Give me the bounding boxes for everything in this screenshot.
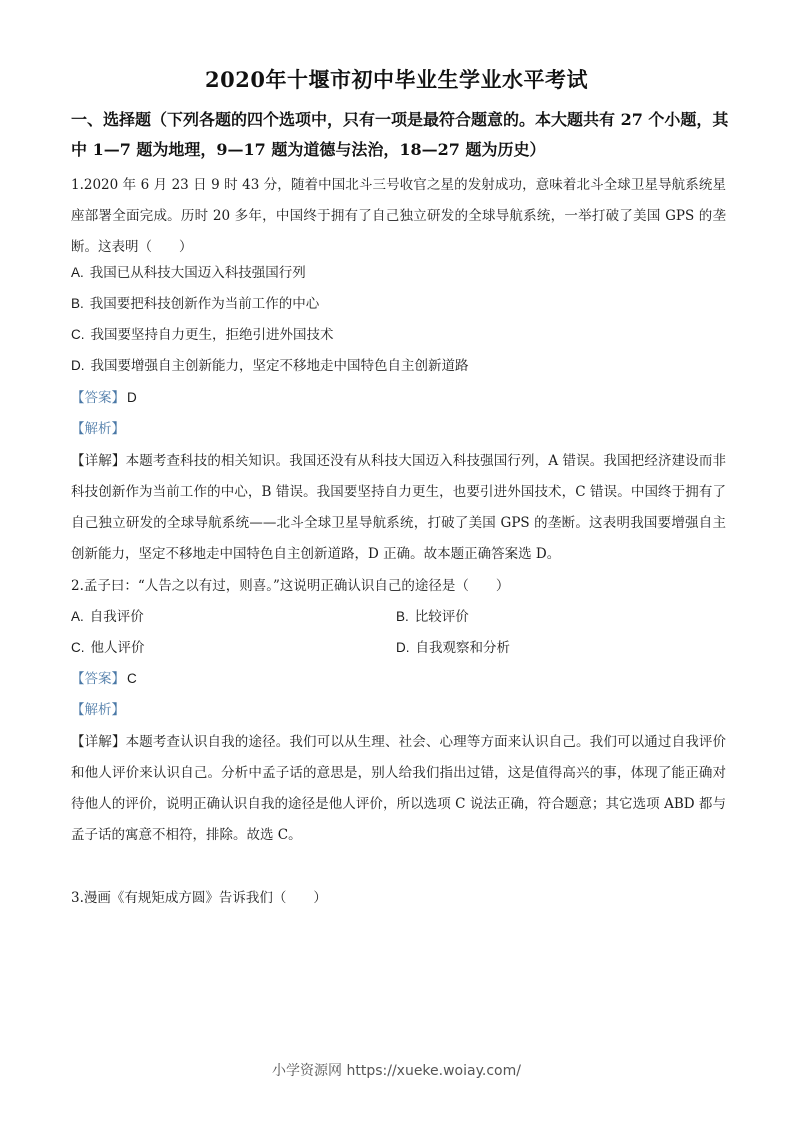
question-3-stem: 3.漫画《有规矩成方圆》告诉我们（ ） <box>71 890 327 906</box>
option-letter: B. <box>71 296 84 311</box>
analysis-label: 【解析】 <box>71 702 125 718</box>
option-text: 自我观察和分析 <box>415 640 510 656</box>
question-1-option-a <box>71 263 306 283</box>
option-letter: D. <box>396 640 410 655</box>
option-text: 他人评价 <box>90 640 145 656</box>
option-letter: C. <box>71 640 85 655</box>
option-text: 我国要坚持自力更生，拒绝引进外国技术 <box>90 327 334 343</box>
option-text: 我国要把科技创新作为当前工作的中心 <box>89 296 320 312</box>
question-1-option-b <box>71 294 319 314</box>
footer-watermark: 小学资源网 https://xueke.woiay.com/ <box>272 1063 521 1079</box>
answer-label: 【答案】 <box>71 671 125 687</box>
detail-label: 【详解】 <box>71 453 126 469</box>
question-1-detail <box>71 446 726 570</box>
detail-text: 本题考查科技的相关知识。我国还没有从科技大国迈入科技强国行列，A 错误。我国把经济建设而非科技创新作为当前工作的中心，B 错误。我国要坚持自力更生，也要引进外国技术，C 错误。中国终于拥有了自己独立研发的全球导航系统——北斗全球卫星导航系统，打破了美国 GPS 的垄断。这表明我国要增强自主创新能力，坚定不移地走中国特色自主创新道路，D 正确。故本题正确答案选 D。 <box>71 453 727 562</box>
option-letter: C. <box>71 327 85 342</box>
answer-value: C <box>127 671 137 686</box>
question-2-stem: 2.孟子曰：“人告之以有过，则喜。”这说明正确认识自己的途径是（ ） <box>71 578 510 594</box>
question-1-stem <box>71 170 726 263</box>
question-1-answer <box>71 388 137 408</box>
question-1-stem-line-2: 座部署全面完成。历时 20 多年，中国终于拥有了自己独立研发的全球导航系统，一举打破了美国 GPS 的垄 <box>71 208 726 224</box>
analysis-label: 【解析】 <box>71 421 125 437</box>
question-2-answer <box>71 669 137 689</box>
question-2-option-c <box>71 638 145 658</box>
page-title: 2020年十堰市初中毕业生学业水平考试 <box>205 67 588 92</box>
option-letter: A. <box>71 609 84 624</box>
option-text: 自我评价 <box>89 609 144 625</box>
detail-label: 【详解】 <box>71 734 126 750</box>
option-letter: A. <box>71 265 84 280</box>
option-text: 比较评价 <box>414 609 469 625</box>
question-2-option-d <box>396 638 510 658</box>
question-2-analysis <box>71 700 125 720</box>
option-text: 我国已从科技大国迈入科技强国行列 <box>89 265 306 281</box>
question-1-stem-line-3: 断。这表明（ ） <box>71 239 193 255</box>
question-2-detail <box>71 727 726 851</box>
question-1-option-c <box>71 325 334 345</box>
option-letter: B. <box>396 609 409 624</box>
section-heading: 一、选择题（下列各题的四个选项中，只有一项是最符合题意的。本大题共有 27 个小题，其中 1—7 题为地理，9—17 题为道德与法治，18—27 题为历史） <box>71 110 729 159</box>
answer-value: D <box>127 390 137 405</box>
question-1-option-d <box>71 356 469 376</box>
question-1-stem-line-1: 1.2020 年 6 月 23 日 9 时 43 分，随着中国北斗三号收官之星的发射成功，意味着北斗全球卫星导航系统星 <box>71 177 726 193</box>
detail-text: 本题考查认识自我的途径。我们可以从生理、社会、心理等方面来认识自己。我们可以通过自我评价和他人评价来认识自己。分析中孟子话的意思是，别人给我们指出过错，这是值得高兴的事，体现了能正确对待他人的评价，说明正确认识自我的途径是他人评价，所以选项 C 说法正确，符合题意；其它选项 ABD 都与孟子话的寓意不相符，排除。故选 C。 <box>71 734 727 843</box>
question-2-option-a <box>71 607 144 627</box>
option-letter: D. <box>71 358 85 373</box>
answer-label: 【答案】 <box>71 390 125 406</box>
question-1-analysis <box>71 419 125 439</box>
option-text: 我国要增强自主创新能力，坚定不移地走中国特色自主创新道路 <box>90 358 469 374</box>
question-2-option-b <box>396 607 469 627</box>
